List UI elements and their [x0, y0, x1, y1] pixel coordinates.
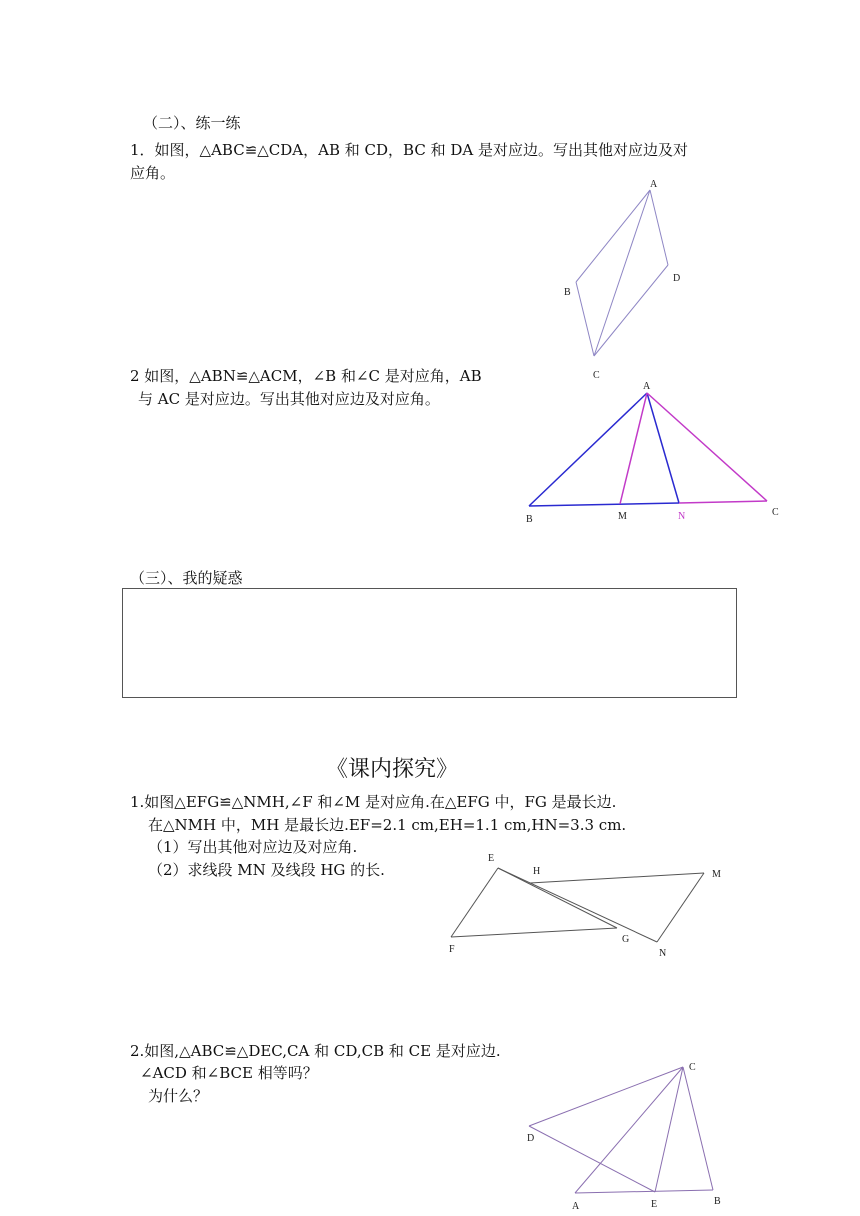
fig1-label-b: B	[564, 287, 571, 298]
fig2-label-n: N	[678, 511, 686, 522]
fig3-label-n: N	[659, 948, 667, 959]
doubts-heading: （三）、我的疑惑	[130, 569, 243, 587]
fig2-label-m: M	[618, 511, 627, 522]
explore-q1-line1: 1.如图△EFG≌△NMH,∠F 和∠M 是对应角.在△EFG 中，FG 是最长边.	[130, 793, 617, 811]
fig2-label-a: A	[643, 381, 651, 392]
fig1-label-d: D	[673, 273, 681, 284]
explore-q1-line2: 在△NMH 中，MH 是最长边.EF=2.1 cm,EH=1.1 cm,HN=3.3 cm.	[148, 816, 627, 834]
fig4-label-d: D	[527, 1133, 535, 1144]
fig2-label-c: C	[772, 507, 779, 518]
fig3-label-e: E	[488, 853, 495, 864]
practice-q1-line2: 应角。	[130, 164, 176, 182]
fig2-label-b: B	[526, 514, 533, 525]
fig4-label-c: C	[689, 1062, 696, 1073]
explore-q2-line2: ∠ACD 和∠BCE 相等吗？	[140, 1064, 318, 1082]
fig4-label-b: B	[714, 1196, 721, 1207]
practice-q2-line2: 与 AC 是对应边。写出其他对应边及对应角。	[138, 390, 440, 408]
fig4-label-e: E	[651, 1199, 658, 1210]
fig3-label-f: F	[449, 944, 455, 955]
fig3-label-g: G	[622, 934, 630, 945]
fig4-label-a: A	[572, 1201, 580, 1212]
fig3-label-m: M	[712, 869, 721, 880]
explore-title: 《课内探究》	[326, 757, 459, 782]
explore-q2-line1: 2.如图,△ABC≌△DEC,CA 和 CD,CB 和 CE 是对应边.	[130, 1042, 501, 1060]
practice-q2-line1: 2 如图，△ABN≌△ACM，∠B 和∠C 是对应角，AB	[130, 367, 482, 385]
explore-q1-sub2: （2）求线段 MN 及线段 HG 的长.	[148, 861, 385, 879]
practice-heading: （二）、练一练	[143, 114, 241, 132]
fig1-label-a: A	[650, 179, 658, 190]
fig3-label-h: H	[533, 866, 541, 877]
explore-q2-line3: 为什么？	[148, 1087, 209, 1105]
explore-q1-sub1: （1）写出其他对应边及对应角.	[148, 838, 358, 856]
fig1-label-c: C	[593, 370, 600, 381]
practice-q1-line1: 1．如图，△ABC≌△CDA，AB 和 CD，BC 和 DA 是对应边。写出其他对应边及对	[130, 141, 688, 159]
